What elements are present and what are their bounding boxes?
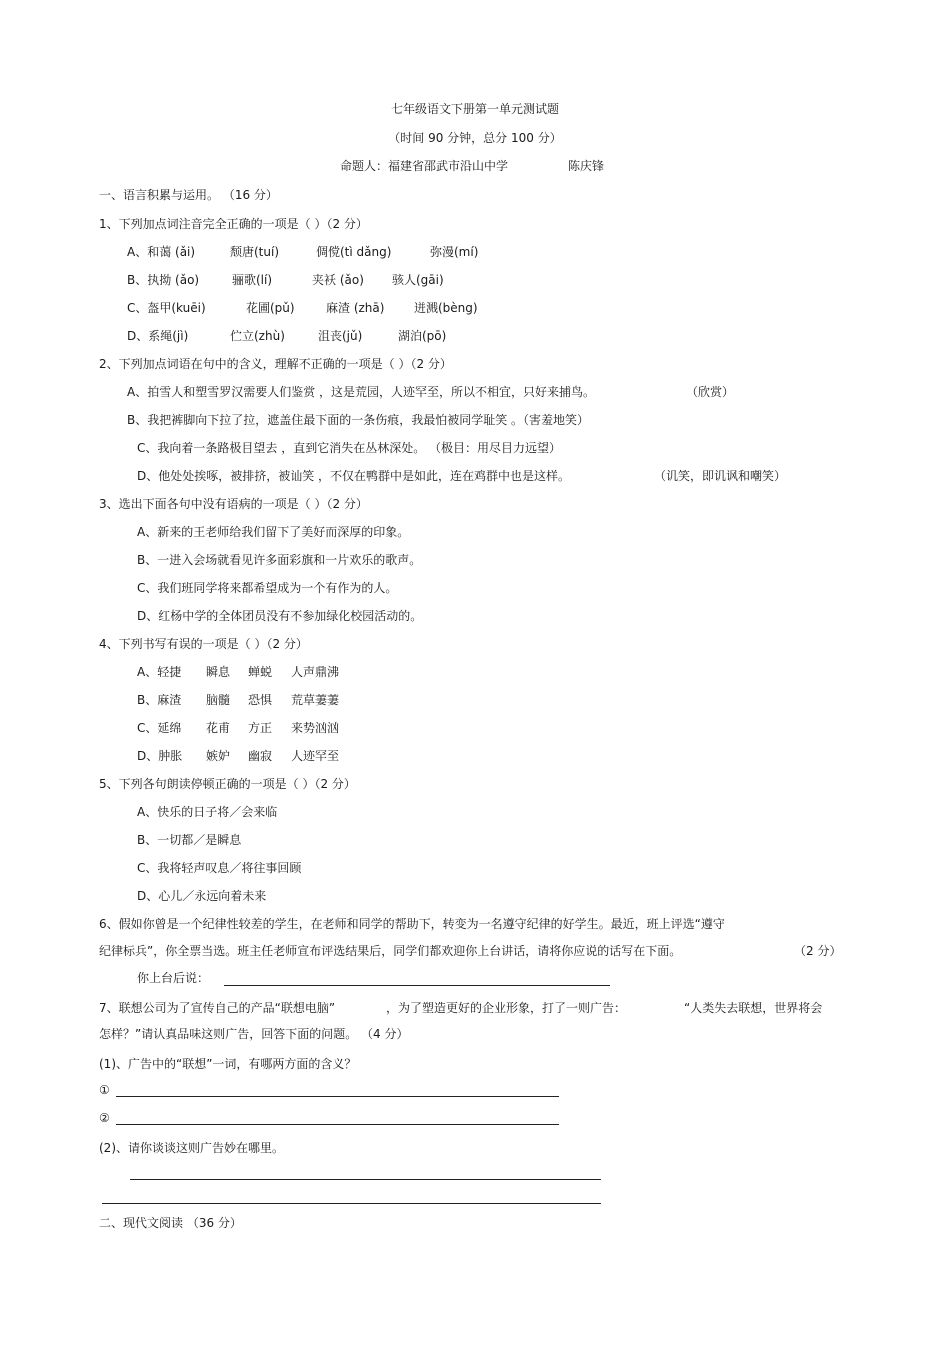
option-c-item: 迸溅(bèng) <box>414 301 478 315</box>
option-c-item: 麻渣 (zhā) <box>326 301 385 315</box>
option-word: 恐惧 <box>248 693 273 707</box>
section-heading: 一、语言积累与运用。 （16 分） <box>99 188 278 202</box>
question-score: （2 分） <box>794 944 842 958</box>
option-b: B、一进入会场就看见许多面彩旗和一片欢乐的歌声。 <box>137 553 422 567</box>
answer-marker: ② <box>99 1111 110 1125</box>
option-a-item: 弥漫(mí) <box>430 245 479 259</box>
option-a: A、新来的王老师给我们留下了美好而深厚的印象。 <box>137 525 410 539</box>
question-text: ，为了塑造更好的企业形象，打了一则广告： <box>386 1001 627 1015</box>
author-name: 陈庆锋 <box>568 159 605 173</box>
option-b-item: B、执拗 (ǎo) <box>127 273 200 287</box>
answer-line[interactable] <box>224 985 610 986</box>
option-word: 来势汹汹 <box>291 721 340 735</box>
option-a-note: （欣赏） <box>686 385 735 399</box>
question-stem: 5、下列各句朗读停顿正确的一项是（ ）（2 分） <box>99 777 356 791</box>
option-word: A、轻捷 <box>137 665 182 679</box>
option-b-item: 骊歌(lí) <box>232 273 273 287</box>
option-a-item: A、和蔼 (ǎi) <box>127 245 196 259</box>
option-b-item: 夹袄 (ǎo) <box>312 273 364 287</box>
option-c-item: 花圃(pǔ) <box>246 301 295 315</box>
option-c: C、我们班同学将来都希望成为一个有作为的人。 <box>137 581 398 595</box>
option-b-item: 骇人(gāi) <box>392 273 444 287</box>
option-a: A、快乐的日子将／会来临 <box>137 805 278 819</box>
option-word: 人迹罕至 <box>291 749 340 763</box>
option-a-item: 倜傥(tì dǎng) <box>316 245 392 259</box>
option-d-item: D、系绳(jì) <box>127 329 189 343</box>
answer-line[interactable] <box>116 1096 559 1097</box>
answer-line[interactable] <box>130 1179 601 1180</box>
option-word: 人声鼎沸 <box>291 665 340 679</box>
option-a: A、拍雪人和塑雪罗汉需要人们鉴赏 ，这是荒园，人迹罕至，所以不相宜，只好来捕鸟。 <box>127 385 596 399</box>
option-d-item: 伫立(zhù) <box>230 329 285 343</box>
sub-question: (1)、广告中的“联想”一词，有哪两方面的含义？ <box>99 1057 357 1071</box>
answer-label: 你上台后说： <box>137 971 210 985</box>
option-word: 花甫 <box>206 721 231 735</box>
question-text: 怎样？”请认真品味这则广告，回答下面的问题。 （4 分） <box>99 1027 409 1041</box>
option-word: 瞬息 <box>206 665 231 679</box>
sub-question: (2)、请你谈谈这则广告妙在哪里。 <box>99 1141 284 1155</box>
option-word: 方正 <box>248 721 273 735</box>
question-stem: 4、下列书写有误的一项是（ ）（2 分） <box>99 637 308 651</box>
option-word: C、延绵 <box>137 721 182 735</box>
option-word: D、肿胀 <box>137 749 183 763</box>
option-a-item: 颓唐(tuí) <box>230 245 280 259</box>
option-b: B、一切都／是瞬息 <box>137 833 242 847</box>
option-d-note: （讥笑，即讥讽和嘲笑） <box>654 469 787 483</box>
option-b: B、我把裤脚向下拉了拉，遮盖住最下面的一条伤痕，我最怕被同学耻笑 。（害羞地笑） <box>127 413 590 427</box>
section-heading: 二、现代文阅读 （36 分） <box>99 1216 242 1230</box>
option-d: D、他处处挨啄，被排挤，被讪笑 ，不仅在鸭群中是如此，连在鸡群中也是这样。 <box>137 469 571 483</box>
question-stem: 3、选出下面各句中没有语病的一项是（ ）（2 分） <box>99 497 368 511</box>
option-c-item: C、盔甲(kuēi) <box>127 301 206 315</box>
question-text: 6、假如你曾是一个纪律性较差的学生，在老师和同学的帮助下，转变为一名遵守纪律的好学生。最近，班上评选“遵守 <box>99 917 725 931</box>
option-d: D、红杨中学的全体团员没有不参加绿化校园活动的。 <box>137 609 423 623</box>
option-c: C、我向着一条路极目望去 ，直到它消失在丛林深处。 （极目：用尽目力远望） <box>137 441 562 455</box>
time-info: （时间 90 分钟，总分 100 分） <box>388 131 562 145</box>
option-d-item: 沮丧(jǔ) <box>318 329 363 343</box>
option-word: 蝉蜕 <box>248 665 273 679</box>
page-title: 七年级语文下册第一单元测试题 <box>390 102 559 116</box>
option-word: 嫉妒 <box>206 749 231 763</box>
answer-line[interactable] <box>116 1124 559 1125</box>
option-word: 荒草萋萋 <box>291 693 340 707</box>
question-text: 纪律标兵”，你全票当选。班主任老师宣布评选结果后，同学们都欢迎你上台讲话，请将你应说的话写在下面。 <box>99 944 682 958</box>
question-text: “人类失去联想，世界将会 <box>684 1001 823 1015</box>
option-c: C、我将轻声叹息／将往事回顾 <box>137 861 302 875</box>
answer-line[interactable] <box>102 1203 601 1204</box>
question-text: 7、联想公司为了宣传自己的产品“联想电脑” <box>99 1001 336 1015</box>
question-stem: 1、下列加点词注音完全正确的一项是（ ）（2 分） <box>99 217 368 231</box>
option-d: D、心儿／永远向着未来 <box>137 889 267 903</box>
author-label: 命题人：福建省邵武市沿山中学 <box>340 159 509 173</box>
option-word: B、麻渣 <box>137 693 182 707</box>
question-stem: 2、下列加点词语在句中的含义，理解不正确的一项是（ ）（2 分） <box>99 357 452 371</box>
option-d-item: 湖泊(pō) <box>398 329 447 343</box>
option-word: 脑髓 <box>206 693 231 707</box>
answer-marker: ① <box>99 1083 110 1097</box>
option-word: 幽寂 <box>248 749 273 763</box>
